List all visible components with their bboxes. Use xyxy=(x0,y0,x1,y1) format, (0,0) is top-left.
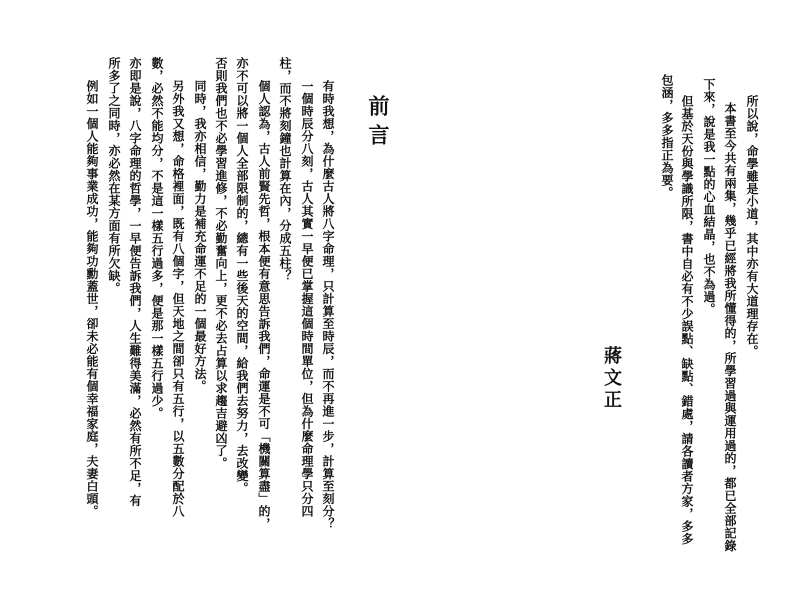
right-text-column-3: 下來，說是我一點的心血結晶，也不為過。 xyxy=(702,78,716,316)
right-text-column-4: 但基於天份與學識所限，書中自必有不少誤點、缺點、錯處，請各讀者方家，多多 xyxy=(680,95,694,545)
right-text-column-2: 本書至今共有兩集，幾乎已經將我所懂得的，所學習過與運用過的，都已全部記錄 xyxy=(723,102,737,552)
left-text-column-4: 個人認為，古人前賢先哲，根本便有意思告訴我們，命運是不可「機關算盡」的， xyxy=(257,80,271,530)
left-text-column-9: 數，必然不能均分，不是這一樣五行過多，便是那一樣五行過少。 xyxy=(150,57,164,420)
left-text-column-8: 另外我又想，命格裡面，既有八個字，但天地之間卻只有五行，以五數分配於八 xyxy=(171,80,185,518)
left-text-column-5: 亦不可以將一個人全部限制的，總有一些後天的空間，給我們去努力，去改變。 xyxy=(235,57,249,495)
left-text-column-1: 有時我想，為什麼古人將八字命理，只計算至時辰，而不再進一步，計算至刻分？ xyxy=(321,80,335,530)
left-text-column-3: 柱，而不將刻鐘也計算在內，分成五柱？ xyxy=(278,57,292,282)
preface-title: 前言 xyxy=(366,95,391,153)
left-text-column-2: 一個時辰分八刻，古人其實一早便已掌握這個時間單位，但為什麼命理學只分四 xyxy=(300,80,314,518)
right-text-column-5: 包涵，多多指正為要。 xyxy=(660,74,674,199)
left-text-column-7: 同時，我亦相信，勤力是補充命運不足的一個最好方法。 xyxy=(193,80,207,393)
left-text-column-6: 否則我們也不必學習進修，不必勤奮向上，更不必去占算以求趨吉避凶了。 xyxy=(214,57,228,470)
left-text-column-11: 所多了之同時，亦必然在某方面有所欠缺。 xyxy=(107,57,121,295)
left-text-column-10: 亦即是說，八字命理的哲學，一早便告訴我們，人生難得美滿，必然有所不足，有 xyxy=(128,57,142,507)
right-text-column-1: 所以說，命學雖是小道，其中亦有大道理存在。 xyxy=(745,95,759,358)
author-signature: 蔣文正 xyxy=(601,346,622,412)
left-text-column-12: 例如一個人能夠事業成功，能夠功勳蓋世，卻未必能有個幸福家庭，夫妻白頭。 xyxy=(85,80,99,518)
